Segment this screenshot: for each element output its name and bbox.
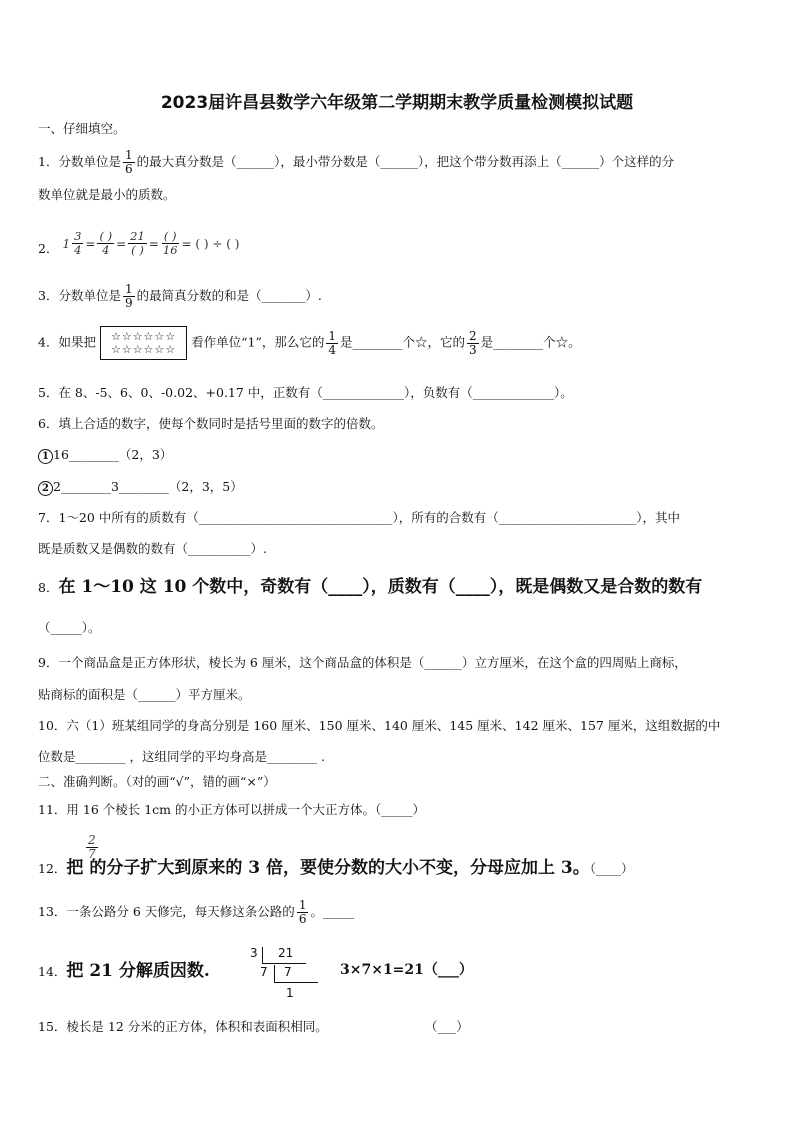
short-division-diagram: 3 21 7 7 1 xyxy=(248,944,328,1002)
question-1: 1．分数单位是 $\frac{1}{6}$ 的最大真分数是（______），最小带分数是（______），把这个带分数再添上（______）个这样的分 xyxy=(38,148,675,176)
question-14: 14．把 21 分解质因数. xyxy=(38,961,210,981)
question-6-sub-1: 1 16________（2，3） xyxy=(38,446,172,464)
question-3: 3．分数单位是 $\frac{1}{9}$ 的最简真分数的和是（_______）. xyxy=(38,282,322,310)
question-10-line2: 位数是________ ，这组同学的平均身高是________ . xyxy=(38,749,325,764)
question-15-blank: （___） xyxy=(425,1019,469,1034)
section-heading-2: 二、准确判断。（对的画“√”，错的画“×”） xyxy=(38,774,276,789)
fraction: $\frac{1}{6}$ xyxy=(124,148,133,176)
page-title: 2023届许昌县数学六年级第二学期期末教学质量检测模拟试题 xyxy=(160,93,634,113)
question-6: 6．填上合适的数字，使每个数同时是括号里面的数字的倍数。 xyxy=(38,416,384,431)
question-9: 9．一个商品盒是正方体形状，棱长为 6 厘米，这个商品盒的体积是（______）立方厘米，在这个盒的四周贴上商标， xyxy=(38,655,687,670)
question-9-line2: 贴商标的面积是（______）平方厘米。 xyxy=(38,687,251,702)
question-8: 8．在 1～10 这 10 个数中，奇数有（____），质数有（____），既是偶数又是合数的数有 xyxy=(38,577,703,597)
fraction-2-7: $\frac{2}{7}$ xyxy=(88,833,96,861)
question-11: 11．用 16 个棱长 1cm 的小正方体可以拼成一个大正方体。（_____） xyxy=(38,802,426,817)
fraction: $\frac{1}{6}$ xyxy=(298,898,307,926)
section-heading-1: 一、仔细填空。 xyxy=(38,121,126,136)
circled-number: 2 xyxy=(38,481,53,496)
question-6-sub-2: 2 2________3________（2，3，5） xyxy=(38,478,243,496)
fraction: $\frac{1}{4}$ xyxy=(328,328,337,357)
question-12: 12．把 的分子扩大到原来的 3 倍，要使分数的大小不变，分母应加上 3。（____） xyxy=(38,858,634,878)
question-14-result: 3×7×1=21（___） xyxy=(340,962,473,978)
question-4: 4．如果把 ☆☆☆☆☆☆ ☆☆☆☆☆☆ 看作单位“1”，那么它的 $\frac{1}{4}$ 是________个☆，它的 $\frac{2}{3}$ 是________个☆。 xyxy=(38,326,581,360)
fraction: $\frac{2}{3}$ xyxy=(469,328,477,357)
equation: 1 $\frac{3}{4}$ = $\frac{( )}{4}$ = $\frac{21}{( )}$ = $\frac{( )}{16}$ = ( ) ÷ ( ) xyxy=(62,229,240,257)
question-2: 2． 1 $\frac{3}{4}$ = $\frac{( )}{4}$ = $\frac{21}{( )}$ = $\frac{( )}{16}$ = ( ) ÷ ( ) xyxy=(38,229,240,257)
question-1-line2: 数单位就是最小的质数。 xyxy=(38,187,176,202)
question-5: 5．在 8、-5、6、0、-0.02、+0.17 中，正数有（_____________），负数有（_____________）。 xyxy=(38,385,573,400)
question-7: 7．1～20 中所有的质数有（_______________________________），所有的合数有（______________________），其中 xyxy=(38,510,681,525)
question-15: 15．棱长是 12 分米的正方体，体积和表面积相同。 xyxy=(38,1019,328,1034)
question-8-line2: （_____）。 xyxy=(38,620,101,635)
circled-number: 1 xyxy=(38,449,53,464)
fraction: $\frac{1}{9}$ xyxy=(124,282,133,310)
star-box: ☆☆☆☆☆☆ ☆☆☆☆☆☆ xyxy=(100,326,187,360)
question-7-line2: 既是质数又是偶数的数有（__________）. xyxy=(38,541,267,556)
question-13: 13．一条公路分 6 天修完，每天修这条公路的 $\frac{1}{6}$ 。_____ xyxy=(38,898,355,926)
question-10: 10．六（1）班某组同学的身高分别是 160 厘米、150 厘米、140 厘米、145 厘米、142 厘米、157 厘米，这组数据的中 xyxy=(38,718,721,733)
